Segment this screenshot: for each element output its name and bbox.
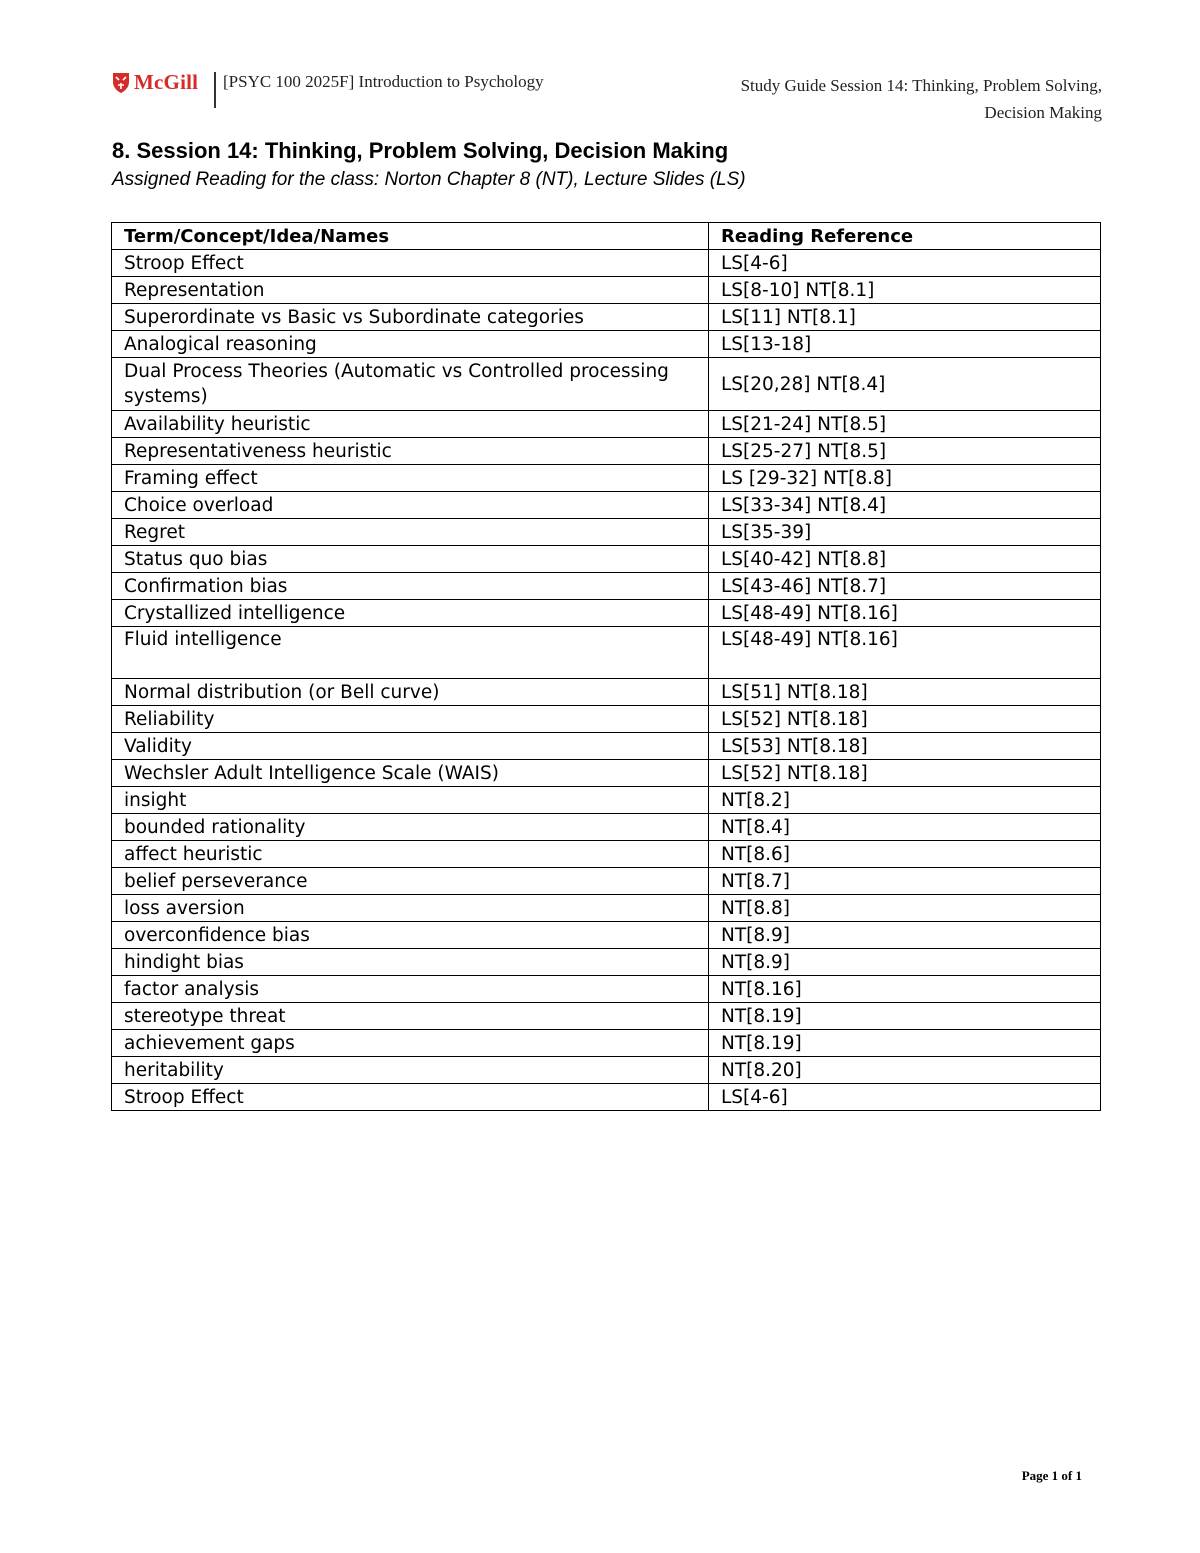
table-row xyxy=(112,519,1101,546)
reference-cell: LS[25-27] NT[8.5] xyxy=(709,438,1101,465)
reference-cell: LS[52] NT[8.18] xyxy=(709,706,1101,733)
table-row xyxy=(112,760,1101,787)
term-cell: insight xyxy=(112,787,709,814)
reference-cell: NT[8.19] xyxy=(709,1003,1101,1030)
page-header xyxy=(112,68,1102,128)
term-cell: Status quo bias xyxy=(112,546,709,573)
logo-text: McGill xyxy=(134,70,199,94)
reference-cell: LS[35-39] xyxy=(709,519,1101,546)
table-row xyxy=(112,1084,1101,1111)
term-cell: hindight bias xyxy=(112,949,709,976)
table-row xyxy=(112,733,1101,760)
assigned-reading: Assigned Reading for the class: Norton Chapter 8 (NT), Lecture Slides (LS) xyxy=(112,169,746,190)
reference-cell: LS[40-42] NT[8.8] xyxy=(709,546,1101,573)
table-row xyxy=(112,465,1101,492)
term-cell: belief perseverance xyxy=(112,868,709,895)
reference-cell: LS[33-34] NT[8.4] xyxy=(709,492,1101,519)
reference-cell: LS[51] NT[8.18] xyxy=(709,679,1101,706)
term-cell: Regret xyxy=(112,519,709,546)
term-cell: Crystallized intelligence xyxy=(112,600,709,627)
table-row xyxy=(112,358,1101,411)
guide-title-line-1: Study Guide Session 14: Thinking, Problem Solving, xyxy=(740,76,1102,95)
header-divider xyxy=(214,72,216,108)
reference-cell: NT[8.19] xyxy=(709,1030,1101,1057)
term-cell: Representativeness heuristic xyxy=(112,438,709,465)
reference-cell: LS[20,28] NT[8.4] xyxy=(709,358,1101,411)
table-row xyxy=(112,600,1101,627)
guide-title xyxy=(682,72,1102,126)
reference-cell: LS[53] NT[8.18] xyxy=(709,733,1101,760)
table-row xyxy=(112,706,1101,733)
table-header-row xyxy=(112,223,1101,250)
reference-cell: LS[21-24] NT[8.5] xyxy=(709,411,1101,438)
term-cell: Stroop Effect xyxy=(112,250,709,277)
table-row xyxy=(112,1057,1101,1084)
mcgill-logo xyxy=(112,70,198,95)
reference-cell: NT[8.16] xyxy=(709,976,1101,1003)
table-row xyxy=(112,976,1101,1003)
reference-cell: NT[8.8] xyxy=(709,895,1101,922)
reference-cell: NT[8.9] xyxy=(709,949,1101,976)
term-cell: Representation xyxy=(112,277,709,304)
term-cell: loss aversion xyxy=(112,895,709,922)
table-row xyxy=(112,573,1101,600)
reference-cell: NT[8.7] xyxy=(709,868,1101,895)
term-cell: Reliability xyxy=(112,706,709,733)
guide-title-line-2: Decision Making xyxy=(984,103,1102,122)
table-row xyxy=(112,895,1101,922)
table-row xyxy=(112,411,1101,438)
term-cell: Analogical reasoning xyxy=(112,331,709,358)
reference-cell: LS[8-10] NT[8.1] xyxy=(709,277,1101,304)
term-cell: Superordinate vs Basic vs Subordinate categories xyxy=(112,304,709,331)
table-row xyxy=(112,868,1101,895)
term-cell: achievement gaps xyxy=(112,1030,709,1057)
table-row xyxy=(112,492,1101,519)
reference-cell: NT[8.6] xyxy=(709,841,1101,868)
table-row xyxy=(112,627,1101,679)
term-cell: factor analysis xyxy=(112,976,709,1003)
shield-icon xyxy=(112,72,130,94)
table-row xyxy=(112,949,1101,976)
term-cell: bounded rationality xyxy=(112,814,709,841)
table-row xyxy=(112,922,1101,949)
term-cell: heritability xyxy=(112,1057,709,1084)
term-cell: affect heuristic xyxy=(112,841,709,868)
term-cell: Confirmation bias xyxy=(112,573,709,600)
reference-cell: LS[48-49] NT[8.16] xyxy=(709,627,1101,679)
reference-cell: LS [29-32] NT[8.8] xyxy=(709,465,1101,492)
reference-cell: LS[11] NT[8.1] xyxy=(709,304,1101,331)
page-number: Page 1 of 1 xyxy=(1021,1468,1082,1483)
table-row xyxy=(112,787,1101,814)
course-title: [PSYC 100 2025F] Introduction to Psychology xyxy=(223,72,544,91)
table-row xyxy=(112,546,1101,573)
term-cell: Normal distribution (or Bell curve) xyxy=(112,679,709,706)
reference-cell: LS[48-49] NT[8.16] xyxy=(709,600,1101,627)
table-row xyxy=(112,841,1101,868)
table-row xyxy=(112,1003,1101,1030)
reference-cell: LS[13-18] xyxy=(709,331,1101,358)
term-cell: Dual Process Theories (Automatic vs Controlled processing systems) xyxy=(112,358,709,411)
reference-cell: NT[8.4] xyxy=(709,814,1101,841)
table-row xyxy=(112,277,1101,304)
term-cell: Availability heuristic xyxy=(112,411,709,438)
term-cell: Stroop Effect xyxy=(112,1084,709,1111)
terms-table xyxy=(111,222,1101,1111)
reference-cell: LS[4-6] xyxy=(709,250,1101,277)
table-row xyxy=(112,304,1101,331)
table-row xyxy=(112,814,1101,841)
session-heading: 8. Session 14: Thinking, Problem Solving, Decision Making xyxy=(112,138,729,163)
reference-cell: LS[52] NT[8.18] xyxy=(709,760,1101,787)
table-row xyxy=(112,438,1101,465)
reference-cell: NT[8.20] xyxy=(709,1057,1101,1084)
table-row xyxy=(112,331,1101,358)
reference-cell: LS[4-6] xyxy=(709,1084,1101,1111)
table-row xyxy=(112,679,1101,706)
reference-cell: NT[8.2] xyxy=(709,787,1101,814)
term-cell: Wechsler Adult Intelligence Scale (WAIS) xyxy=(112,760,709,787)
reference-cell: NT[8.9] xyxy=(709,922,1101,949)
reference-cell: LS[43-46] NT[8.7] xyxy=(709,573,1101,600)
header-term: Term/Concept/Idea/Names xyxy=(112,223,709,250)
term-cell: Fluid intelligence xyxy=(112,627,709,679)
header-reference: Reading Reference xyxy=(709,223,1101,250)
table-row xyxy=(112,250,1101,277)
term-cell: Framing effect xyxy=(112,465,709,492)
term-cell: stereotype threat xyxy=(112,1003,709,1030)
term-cell: Validity xyxy=(112,733,709,760)
term-cell: overconfidence bias xyxy=(112,922,709,949)
term-cell: Choice overload xyxy=(112,492,709,519)
table-row xyxy=(112,1030,1101,1057)
